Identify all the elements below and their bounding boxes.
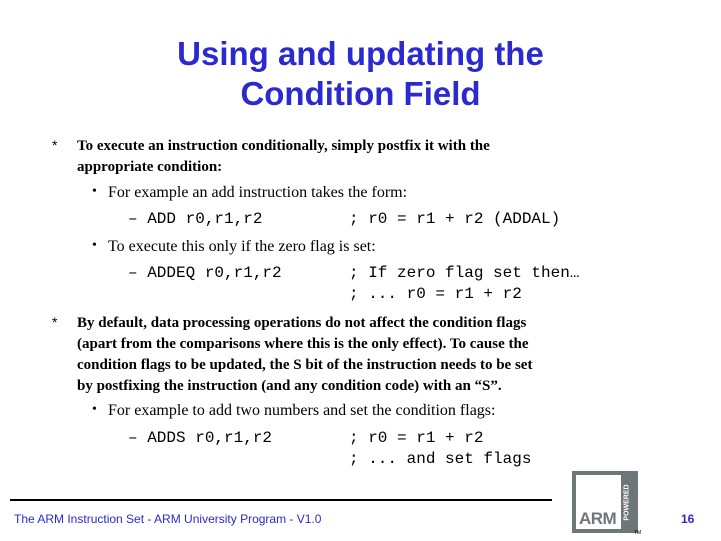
bullet-2-line-1: By default, data processing operations do not affect the condition flags bbox=[77, 315, 527, 331]
code-addeq: – ADDEQ r0,r1,r2 bbox=[128, 264, 282, 282]
code-adds-comment-2: ; ... and set flags bbox=[349, 450, 532, 468]
bullet-1-sub-1: For example an add instruction takes the form: bbox=[108, 184, 408, 201]
sub-bullet-dot-icon: • bbox=[92, 184, 97, 199]
logo-powered-text: POWERED bbox=[623, 483, 631, 521]
bullet-2-line-4: by postfixing the instruction (and any condition code) with an “S”. bbox=[77, 378, 502, 394]
footer-text: The ARM Instruction Set - ARM University Program - V1.0 bbox=[14, 512, 322, 526]
slide-title-line-2: Condition Field bbox=[240, 75, 481, 112]
bullet-1-sub-2: To execute this only if the zero flag is set: bbox=[108, 238, 376, 255]
logo-trademark: TM bbox=[634, 530, 642, 536]
sub-bullet-dot-icon: • bbox=[92, 238, 97, 253]
bullet-star-icon: * bbox=[52, 137, 58, 153]
bullet-star-icon: * bbox=[52, 314, 58, 330]
code-adds: – ADDS r0,r1,r2 bbox=[128, 429, 273, 447]
code-add-comment: ; r0 = r1 + r2 (ADDAL) bbox=[349, 210, 561, 228]
bullet-2-line-3: condition flags to be updated, the S bit of the instruction needs to be set bbox=[77, 357, 533, 373]
bullet-1-line-2: appropriate condition: bbox=[77, 159, 223, 175]
bullet-2-line-2: (apart from the comparisons where this is the only effect). To cause the bbox=[77, 336, 529, 352]
code-add: – ADD r0,r1,r2 bbox=[128, 210, 263, 228]
slide-title-line-1: Using and updating the bbox=[177, 35, 544, 72]
code-adds-comment-1: ; r0 = r1 + r2 bbox=[349, 429, 484, 447]
sub-bullet-dot-icon: • bbox=[92, 402, 97, 417]
logo-arm-text: ARM bbox=[579, 509, 617, 528]
footer-divider bbox=[10, 499, 552, 501]
arm-powered-logo bbox=[572, 471, 638, 533]
bullet-2-sub-1: For example to add two numbers and set the condition flags: bbox=[108, 402, 496, 419]
code-addeq-comment-2: ; ... r0 = r1 + r2 bbox=[349, 285, 522, 303]
logo-powered bbox=[620, 477, 634, 527]
page-number: 16 bbox=[681, 512, 695, 526]
slide-title bbox=[0, 34, 721, 114]
code-addeq-comment-1: ; If zero flag set then… bbox=[349, 264, 580, 282]
bullet-1-line-1: To execute an instruction conditionally, simply postfix it with the bbox=[77, 138, 490, 154]
